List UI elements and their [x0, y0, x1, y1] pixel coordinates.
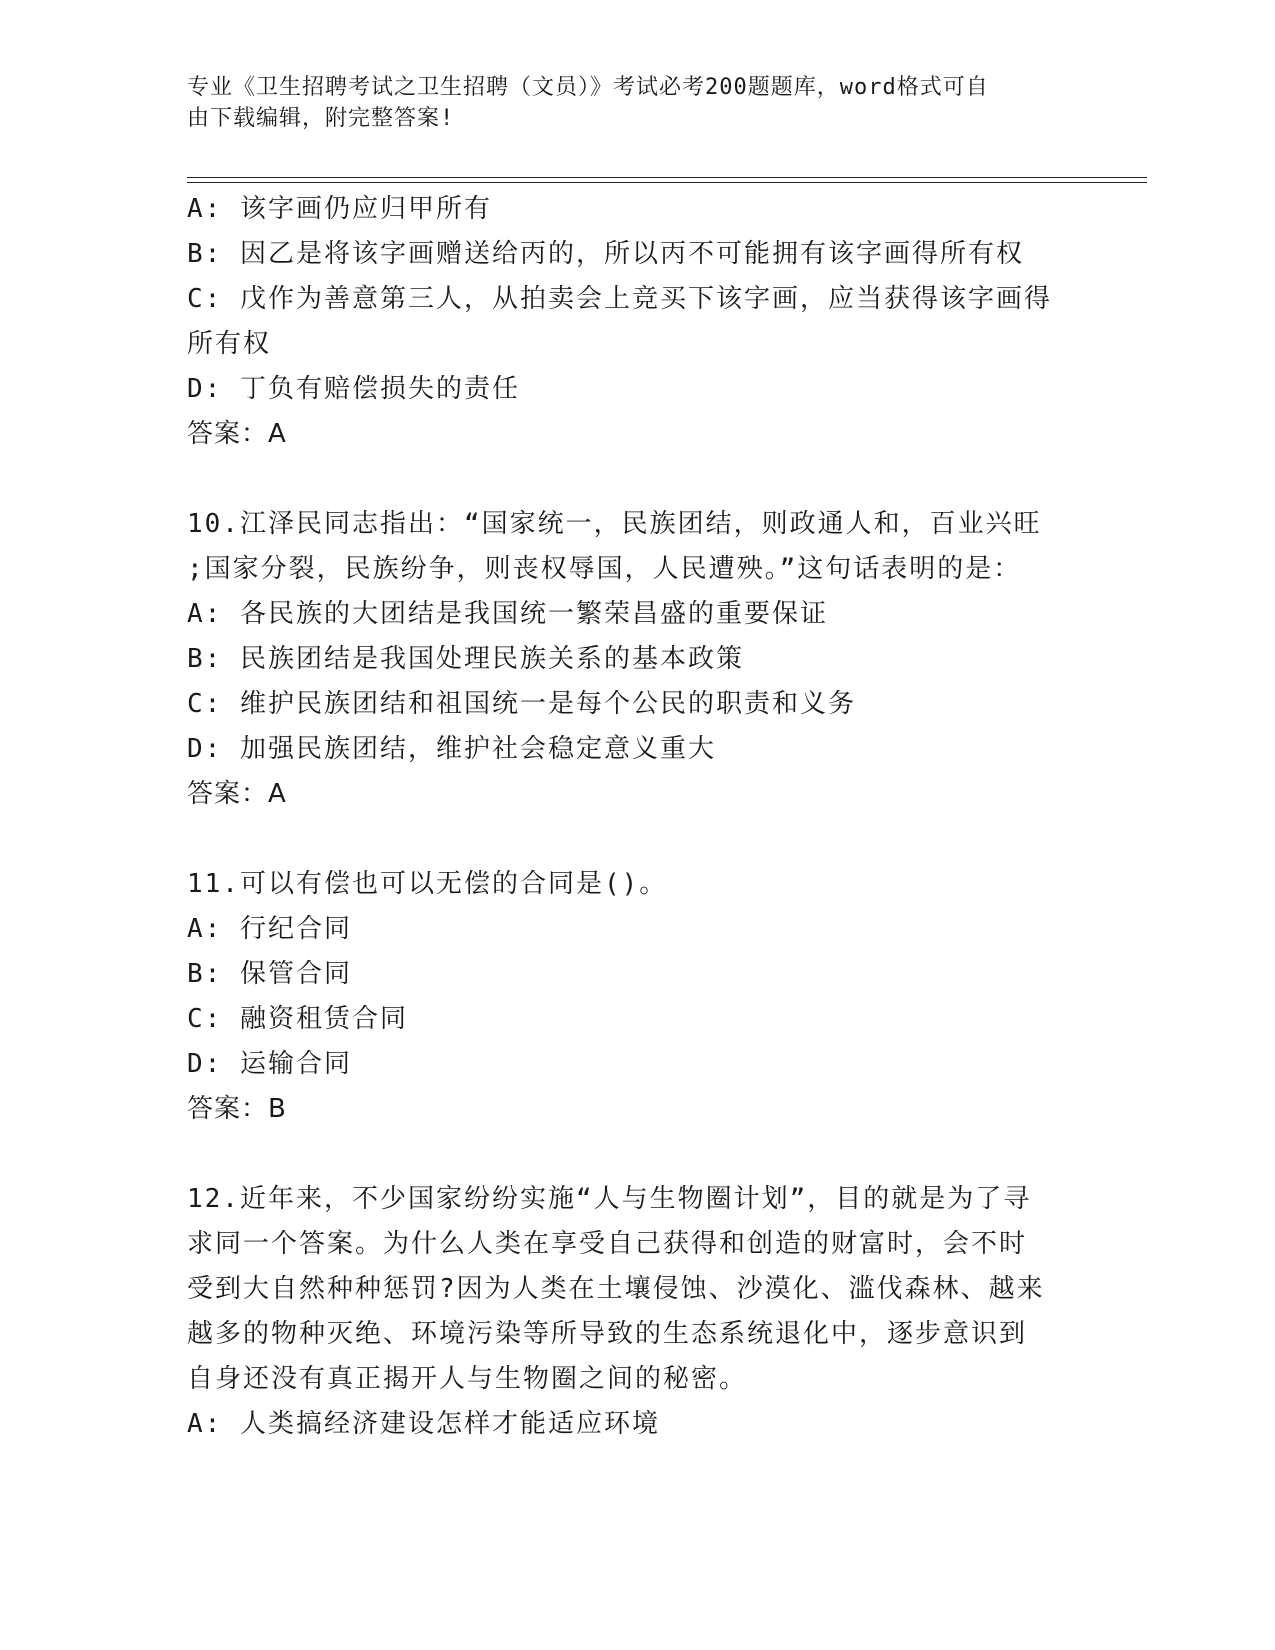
question-stem: 12.近年来，不少国家纷纷实施“人与生物圈计划”，目的就是为了寻 [187, 1184, 1032, 1214]
question-11 [187, 862, 1067, 1132]
question-9-continued [187, 187, 1067, 457]
header-rule-bottom [187, 182, 1147, 183]
option-c-continued: 所有权 [187, 329, 272, 359]
option-b: B: 因乙是将该字画赠送给丙的，所以丙不可能拥有该字画得所有权 [187, 239, 1024, 269]
question-stem-continued: 受到大自然种种惩罚?因为人类在土壤侵蚀、沙漠化、滥伐森林、越来 [187, 1274, 1045, 1304]
spacer [187, 817, 1067, 862]
header-line-1: 专业《卫生招聘考试之卫生招聘（文员）》考试必考200题题库，word格式可自 [187, 75, 989, 100]
question-12 [187, 1177, 1067, 1447]
question-10 [187, 502, 1067, 817]
document-header [187, 72, 1067, 134]
option-d: D: 丁负有赔偿损失的责任 [187, 374, 520, 404]
question-stem: 11.可以有偿也可以无偿的合同是()。 [187, 869, 668, 899]
question-stem-continued: ;国家分裂，民族纷争，则丧权辱国，人民遭殃。”这句话表明的是： [187, 554, 1022, 584]
question-stem-continued: 越多的物种灭绝、环境污染等所导致的生态系统退化中，逐步意识到 [187, 1319, 1028, 1349]
option-b: B: 民族团结是我国处理民族关系的基本政策 [187, 644, 744, 674]
option-b: B: 保管合同 [187, 959, 352, 989]
option-a: A: 各民族的大团结是我国统一繁荣昌盛的重要保证 [187, 599, 828, 629]
spacer [187, 457, 1067, 502]
option-a: A: 行纪合同 [187, 914, 352, 944]
question-stem-continued: 自身还没有真正揭开人与生物圈之间的秘密。 [187, 1364, 748, 1394]
header-rule-top [187, 177, 1147, 178]
question-stem: 10.江泽民同志指出：“国家统一，民族团结，则政通人和，百业兴旺 [187, 509, 1042, 539]
option-c: C: 戊作为善意第三人，从拍卖会上竞买下该字画，应当获得该字画得 [187, 284, 1052, 314]
option-d: D: 运输合同 [187, 1049, 352, 1079]
option-a: A: 人类搞经济建设怎样才能适应环境 [187, 1409, 660, 1439]
option-c: C: 维护民族团结和祖国统一是每个公民的职责和义务 [187, 689, 856, 719]
answer-label: 答案：A [187, 779, 287, 809]
option-d: D: 加强民族团结，维护社会稳定意义重大 [187, 734, 716, 764]
question-list [187, 187, 1067, 1447]
spacer [187, 1132, 1067, 1177]
option-c: C: 融资租赁合同 [187, 1004, 408, 1034]
question-stem-continued: 求同一个答案。为什么人类在享受自己获得和创造的财富时，会不时 [187, 1229, 1028, 1259]
answer-label: 答案：B [187, 1094, 287, 1124]
header-line-2: 由下载编辑，附完整答案! [187, 106, 455, 131]
option-a: A: 该字画仍应归甲所有 [187, 194, 492, 224]
answer-label: 答案：A [187, 419, 287, 449]
